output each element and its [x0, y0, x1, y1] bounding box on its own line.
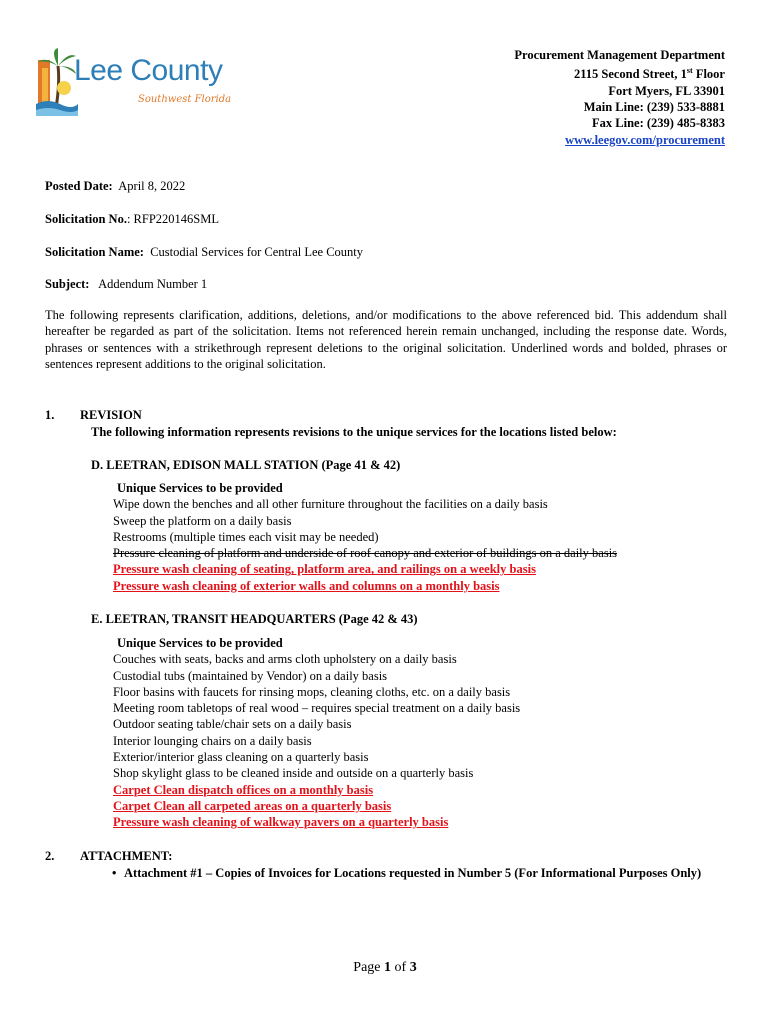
solicitation-number-value: : RFP220146SML [126, 212, 219, 226]
department-line: Procurement Management Department [514, 48, 725, 62]
added-item: Pressure wash cleaning of seating, platform area, and railings on a weekly basis [113, 562, 536, 577]
section-2-number: 2. [45, 849, 55, 863]
posted-date-label: Posted Date: [45, 179, 113, 193]
location-d-title: D. LEETRAN, EDISON MALL STATION (Page 41 & 42) [91, 458, 401, 472]
address-line: 2115 Second Street, 1st Floor [573, 66, 725, 82]
section-2-title: ATTACHMENT: [80, 849, 173, 863]
intro-paragraph: The following represents clarification, additions, deletions, and/or modifications to the above referenced bid. This addendum shall hereafter be regarded as part of the solicitation. Items not referenced herein remain unchanged, including the response date. Words, phrases or sentences with a strikethrough represent deletions to the original solicitation. Underlined words and bolded, phrases or sentences represent additions to the original solicitation. [45, 308, 727, 371]
logo-wordmark: Lee County [74, 54, 223, 87]
subject-value: Addendum Number 1 [98, 277, 208, 291]
fax-line: Fax Line: (239) 485-8383 [592, 116, 725, 131]
posted-date [45, 179, 185, 194]
procurement-link[interactable]: www.leegov.com/procurement [565, 132, 725, 147]
bullet-icon: • [112, 866, 117, 880]
list-item: Sweep the platform on a daily basis [113, 513, 292, 528]
list-item: Couches with seats, backs and arms cloth upholstery on a daily basis [113, 652, 457, 667]
added-item: Carpet Clean all carpeted areas on a quarterly basis [113, 798, 392, 813]
location-e-title: E. LEETRAN, TRANSIT HEADQUARTERS (Page 42 & 43) [91, 612, 418, 626]
subject [45, 277, 207, 292]
added-item: Carpet Clean dispatch offices on a monthly basis [113, 782, 374, 797]
attachment-item [112, 864, 728, 882]
added-item: Pressure wash cleaning of exterior walls and columns on a monthly basis [113, 578, 500, 593]
list-item: Meeting room tabletops of real wood – requires special treatment on a daily basis [113, 701, 521, 716]
list-item: Interior lounging chairs on a daily basis [113, 733, 312, 748]
list-item: Custodial tubs (maintained by Vendor) on a daily basis [113, 668, 388, 683]
deleted-item: Pressure cleaning of platform and underside of roof canopy and exterior of buildings on a daily basis [113, 546, 618, 561]
added-item: Pressure wash cleaning of walkway pavers on a quarterly basis [113, 815, 449, 830]
main-line: Main Line: (239) 533-8881 [583, 100, 725, 115]
of-label: of [394, 960, 407, 975]
list-item: Floor basins with faucets for rinsing mops, cleaning cloths, etc. on a daily basis [113, 684, 511, 699]
contact-block [514, 47, 725, 148]
location-e-heading: Unique Services to be provided [117, 636, 283, 650]
attachment-text: Attachment #1 – Copies of Invoices for Locations requested in Number 5 (For Informational Purposes Only) [124, 866, 702, 880]
section-1-number: 1. [45, 408, 55, 422]
logo-tagline: Southwest Florida [138, 94, 232, 105]
solicitation-name-label: Solicitation Name: [45, 245, 144, 259]
page-number [0, 960, 770, 976]
page-label: Page [353, 960, 381, 975]
city-line: Fort Myers, FL 33901 [608, 83, 725, 98]
section-1-title: REVISION [80, 408, 142, 422]
list-item: Outdoor seating table/chair sets on a daily basis [113, 717, 352, 732]
list-item: Wipe down the benches and all other furniture throughout the facilities on a daily basis [113, 497, 548, 512]
solicitation-name-value: Custodial Services for Central Lee County [150, 245, 364, 259]
list-item: Restrooms (multiple times each visit may be needed) [113, 529, 379, 544]
location-d-services [113, 480, 617, 594]
subject-label: Subject: [45, 277, 90, 291]
total-pages: 3 [409, 960, 417, 975]
current-page: 1 [384, 960, 392, 975]
solicitation-number-label: Solicitation No. [45, 212, 127, 226]
section-1-description: The following information represents revisions to the unique services for the locations listed below: [91, 425, 617, 439]
list-item: Exterior/interior glass cleaning on a quarterly basis [113, 750, 369, 765]
location-e-services [113, 635, 520, 831]
lee-county-logo [34, 48, 234, 120]
solicitation-name [45, 245, 363, 260]
solicitation-number [45, 212, 219, 227]
list-item: Shop skylight glass to be cleaned inside and outside on a quarterly basis [113, 766, 474, 781]
palm-tree-icon [34, 48, 78, 118]
posted-date-value: April 8, 2022 [118, 179, 186, 193]
location-d-heading: Unique Services to be provided [117, 481, 283, 495]
